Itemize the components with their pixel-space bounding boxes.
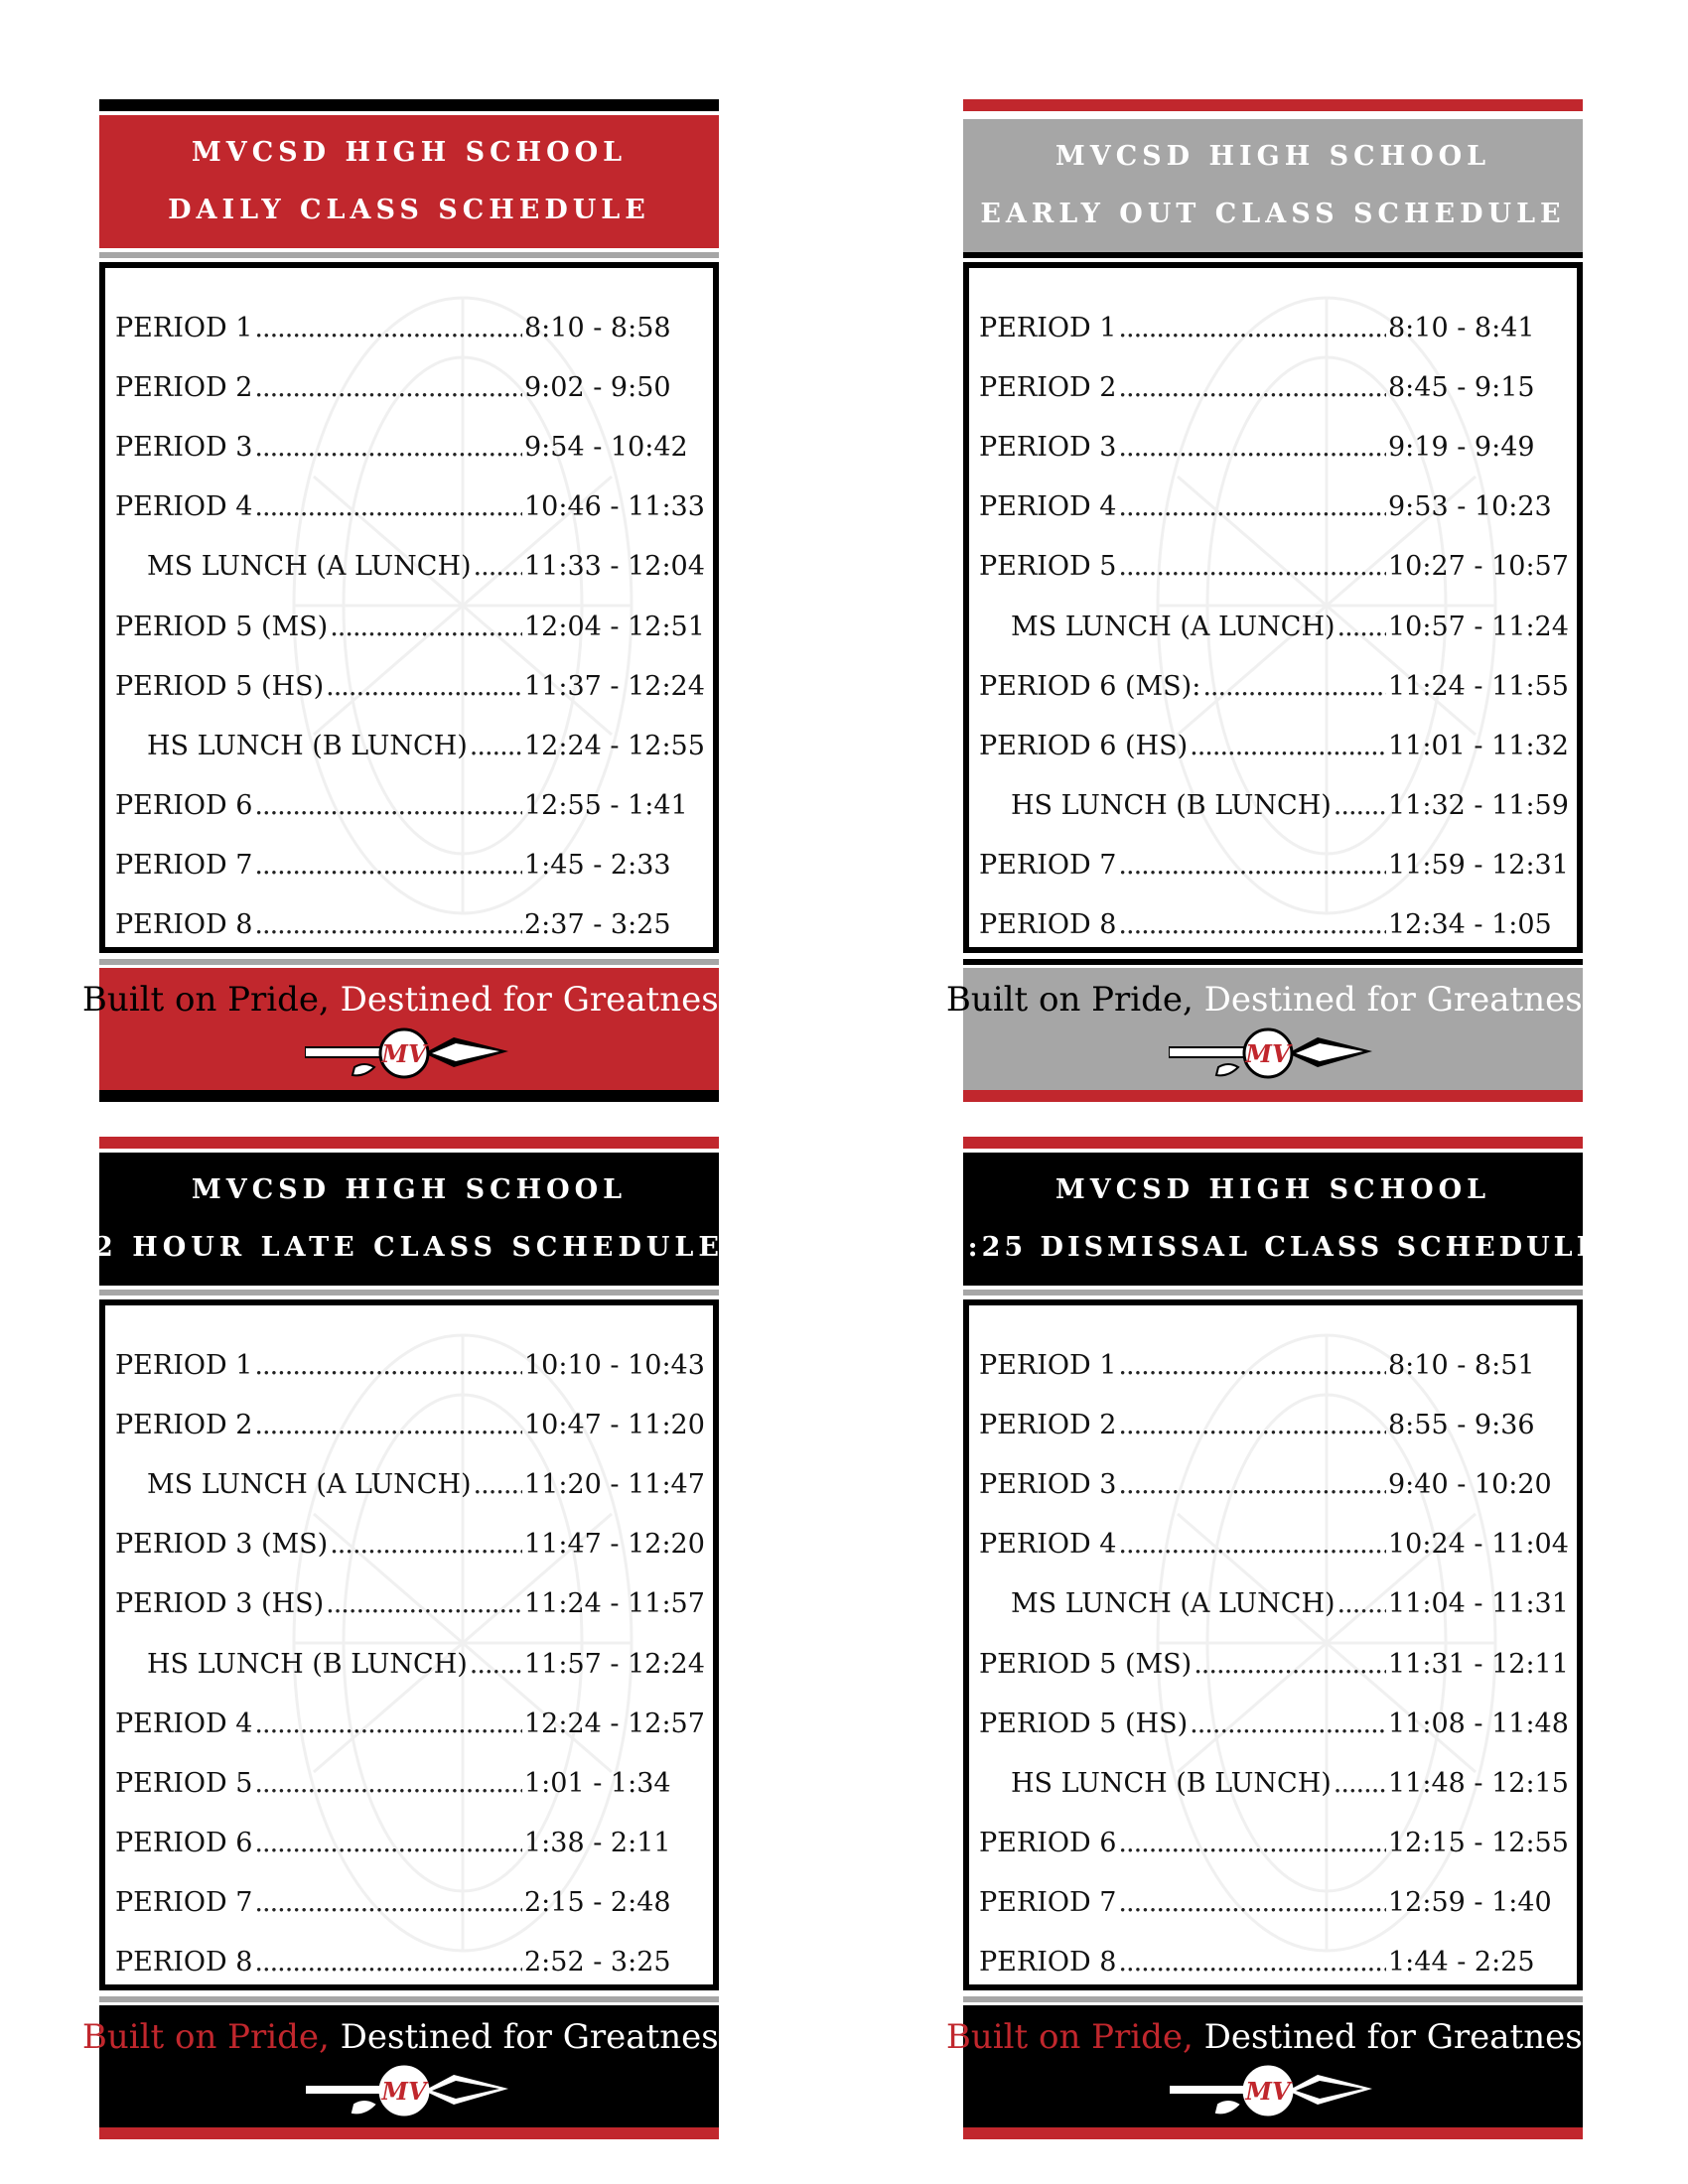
mv-arrowhead-logo bbox=[305, 2061, 513, 2122]
leader-dots bbox=[254, 1768, 522, 1799]
header-divider bbox=[99, 252, 719, 258]
period-time: 12:55 - 1:41 bbox=[524, 790, 688, 822]
period-label: PERIOD 4 bbox=[979, 491, 1117, 523]
logo-monogram: MV bbox=[381, 2077, 427, 2106]
schedule-row bbox=[115, 1574, 703, 1634]
period-time: 12:24 - 12:57 bbox=[524, 1707, 705, 1739]
period-label: PERIOD 3 bbox=[979, 1468, 1117, 1500]
schedule-row bbox=[979, 1753, 1567, 1813]
footer-divider bbox=[963, 1996, 1583, 2002]
school-title: MVCSD HIGH SCHOOL bbox=[1055, 1174, 1491, 1205]
schedule-title: DAILY CLASS SCHEDULE bbox=[168, 195, 650, 225]
schedule-rows bbox=[115, 298, 703, 953]
schedule-body bbox=[963, 1299, 1583, 1990]
period-time: 8:55 - 9:36 bbox=[1388, 1409, 1535, 1440]
leader-dots bbox=[326, 1588, 522, 1619]
period-label: PERIOD 4 bbox=[115, 491, 253, 523]
schedule-title: 2 HOUR LATE CLASS SCHEDULE bbox=[94, 1232, 724, 1263]
leader-dots bbox=[254, 1828, 522, 1858]
schedule-body bbox=[963, 262, 1583, 953]
schedule-row bbox=[979, 1574, 1567, 1634]
leader-dots bbox=[254, 491, 522, 522]
leader-dots bbox=[474, 1469, 522, 1500]
school-title: MVCSD HIGH SCHOOL bbox=[1055, 141, 1491, 172]
schedule-row bbox=[979, 656, 1567, 716]
schedule-row bbox=[979, 1634, 1567, 1694]
leader-dots bbox=[1118, 1469, 1386, 1500]
schedule-card-early-out bbox=[945, 99, 1601, 1102]
leader-dots bbox=[1118, 1350, 1386, 1381]
leader-dots bbox=[330, 612, 522, 642]
mv-arrowhead-logo bbox=[1169, 2061, 1377, 2122]
leader-dots bbox=[1190, 731, 1386, 761]
period-label: PERIOD 6 bbox=[979, 1828, 1117, 1859]
period-label: PERIOD 1 bbox=[115, 1349, 253, 1381]
schedule-row bbox=[979, 895, 1567, 953]
leader-dots bbox=[254, 850, 522, 881]
schedule-rows bbox=[979, 1335, 1567, 1990]
period-label: PERIOD 5 (HS) bbox=[115, 670, 325, 702]
schedule-row bbox=[115, 1454, 703, 1514]
schedule-row bbox=[115, 1634, 703, 1694]
bottom-stripe bbox=[99, 2127, 719, 2139]
schedule-row bbox=[115, 417, 703, 477]
schedule-row bbox=[979, 776, 1567, 836]
bottom-stripe bbox=[963, 1090, 1583, 1102]
leader-dots bbox=[1118, 1529, 1386, 1560]
schedule-row bbox=[115, 1873, 703, 1933]
schedule-row bbox=[115, 478, 703, 537]
schedule-body bbox=[99, 262, 719, 953]
leader-dots bbox=[1118, 1887, 1386, 1918]
period-time: 8:45 - 9:15 bbox=[1388, 371, 1535, 403]
period-label: PERIOD 2 bbox=[979, 1409, 1117, 1440]
period-time: 9:54 - 10:42 bbox=[524, 431, 688, 463]
period-label: PERIOD 1 bbox=[979, 1349, 1117, 1381]
period-label: PERIOD 3 (MS) bbox=[115, 1529, 329, 1561]
schedule-row bbox=[115, 357, 703, 417]
leader-dots bbox=[330, 1529, 522, 1560]
period-time: 11:37 - 12:24 bbox=[524, 670, 705, 702]
bottom-stripe bbox=[99, 1090, 719, 1102]
period-time: 11:31 - 12:11 bbox=[1388, 1648, 1569, 1680]
leader-dots bbox=[326, 671, 522, 702]
period-time: 9:40 - 10:20 bbox=[1388, 1468, 1552, 1500]
lunch-label: MS LUNCH (A LUNCH) bbox=[147, 551, 472, 583]
schedule-row bbox=[979, 1933, 1567, 1990]
period-label: PERIOD 1 bbox=[115, 312, 253, 343]
schedule-title: 2:25 DISMISSAL CLASS SCHEDULE bbox=[944, 1232, 1602, 1263]
period-time: 10:47 - 11:20 bbox=[524, 1409, 705, 1440]
footer-divider bbox=[99, 959, 719, 965]
period-time: 12:59 - 1:40 bbox=[1388, 1887, 1552, 1919]
period-time: 10:24 - 11:04 bbox=[1388, 1529, 1569, 1561]
schedule-row bbox=[115, 1335, 703, 1395]
footer-divider bbox=[99, 1996, 719, 2002]
schedule-row bbox=[979, 298, 1567, 357]
period-time: 11:32 - 11:59 bbox=[1388, 790, 1569, 822]
slogan bbox=[82, 980, 736, 1020]
leader-dots bbox=[474, 551, 522, 582]
card-header bbox=[99, 115, 719, 248]
mv-arrowhead-logo bbox=[305, 1024, 513, 1085]
schedule-rows bbox=[979, 298, 1567, 953]
slogan-part2: Destined for Greatness bbox=[1203, 980, 1601, 1020]
mv-arrowhead-logo bbox=[1169, 1024, 1377, 1085]
leader-dots bbox=[1190, 1708, 1386, 1739]
top-stripe bbox=[963, 1137, 1583, 1149]
period-label: PERIOD 7 bbox=[115, 850, 253, 882]
leader-dots bbox=[1334, 790, 1386, 821]
period-time: 9:02 - 9:50 bbox=[524, 371, 671, 403]
card-footer bbox=[81, 968, 737, 1097]
period-label: PERIOD 7 bbox=[979, 1887, 1117, 1919]
leader-dots bbox=[254, 1410, 522, 1440]
lunch-label: MS LUNCH (A LUNCH) bbox=[1011, 1588, 1336, 1620]
leader-dots bbox=[1118, 909, 1386, 940]
period-label: PERIOD 2 bbox=[115, 371, 253, 403]
period-label: PERIOD 7 bbox=[979, 850, 1117, 882]
lunch-label: HS LUNCH (B LUNCH) bbox=[147, 1648, 468, 1680]
schedule-row bbox=[979, 1335, 1567, 1395]
schedule-row bbox=[115, 895, 703, 953]
leader-dots bbox=[254, 432, 522, 463]
period-time: 10:10 - 10:43 bbox=[524, 1349, 705, 1381]
schedule-row bbox=[979, 1694, 1567, 1753]
period-time: 10:57 - 11:24 bbox=[1388, 611, 1569, 642]
period-label: PERIOD 4 bbox=[115, 1707, 253, 1739]
slogan-part2: Destined for Greatness bbox=[1203, 2017, 1601, 2057]
card-footer bbox=[945, 2005, 1601, 2134]
top-stripe bbox=[99, 1137, 719, 1149]
schedule-row bbox=[115, 836, 703, 895]
top-stripe bbox=[963, 99, 1583, 111]
schedule-row bbox=[979, 836, 1567, 895]
schedule-row bbox=[979, 597, 1567, 656]
schedule-row bbox=[115, 1814, 703, 1873]
period-time: 11:20 - 11:47 bbox=[524, 1468, 705, 1500]
schedule-row bbox=[979, 1814, 1567, 1873]
schedule-title: EARLY OUT CLASS SCHEDULE bbox=[980, 199, 1566, 229]
leader-dots bbox=[1334, 1768, 1386, 1799]
schedule-row bbox=[115, 1694, 703, 1753]
period-time: 11:48 - 12:15 bbox=[1388, 1767, 1569, 1799]
period-time: 11:24 - 11:57 bbox=[524, 1588, 705, 1620]
period-label: PERIOD 5 (MS) bbox=[115, 611, 329, 642]
schedule-row bbox=[979, 478, 1567, 537]
period-label: PERIOD 5 bbox=[115, 1767, 253, 1799]
leader-dots bbox=[254, 313, 522, 343]
period-time: 1:01 - 1:34 bbox=[524, 1767, 671, 1799]
schedule-body bbox=[99, 1299, 719, 1990]
slogan bbox=[82, 2017, 736, 2057]
period-time: 8:10 - 8:51 bbox=[1388, 1349, 1535, 1381]
period-label: PERIOD 1 bbox=[979, 312, 1117, 343]
period-label: PERIOD 3 bbox=[115, 431, 253, 463]
header-divider bbox=[963, 1290, 1583, 1296]
lunch-label: MS LUNCH (A LUNCH) bbox=[1011, 611, 1336, 642]
school-title: MVCSD HIGH SCHOOL bbox=[191, 1174, 628, 1205]
period-time: 11:24 - 11:55 bbox=[1388, 670, 1569, 702]
school-title: MVCSD HIGH SCHOOL bbox=[191, 137, 628, 168]
period-label: PERIOD 2 bbox=[979, 371, 1117, 403]
period-time: 1:45 - 2:33 bbox=[524, 850, 671, 882]
schedule-card-225-dismissal bbox=[944, 1137, 1602, 2139]
period-label: PERIOD 3 bbox=[979, 431, 1117, 463]
period-time: 9:19 - 9:49 bbox=[1388, 431, 1535, 463]
card-header bbox=[94, 1153, 724, 1286]
slogan-part1: Built on Pride, bbox=[945, 980, 1194, 1020]
leader-dots bbox=[254, 1887, 522, 1918]
header-divider bbox=[963, 252, 1583, 258]
leader-dots bbox=[254, 1947, 522, 1978]
leader-dots bbox=[1118, 491, 1386, 522]
leader-dots bbox=[1118, 1828, 1386, 1858]
period-label: PERIOD 6 bbox=[115, 1828, 253, 1859]
schedule-row bbox=[979, 1395, 1567, 1454]
period-time: 8:10 - 8:41 bbox=[1388, 312, 1535, 343]
period-label: PERIOD 5 (HS) bbox=[979, 1707, 1189, 1739]
lunch-label: HS LUNCH (B LUNCH) bbox=[1011, 1767, 1332, 1799]
card-footer bbox=[945, 968, 1601, 1097]
logo-monogram: MV bbox=[1245, 1039, 1291, 1068]
period-time: 11:47 - 12:20 bbox=[524, 1529, 705, 1561]
header-divider bbox=[99, 1290, 719, 1296]
period-time: 11:59 - 12:31 bbox=[1388, 850, 1569, 882]
schedule-row bbox=[115, 597, 703, 656]
leader-dots bbox=[1118, 551, 1386, 582]
schedule-row bbox=[979, 417, 1567, 477]
leader-dots bbox=[254, 909, 522, 940]
logo-monogram: MV bbox=[381, 1039, 427, 1068]
slogan bbox=[946, 2017, 1600, 2057]
period-label: PERIOD 7 bbox=[115, 1887, 253, 1919]
period-time: 1:44 - 2:25 bbox=[1388, 1947, 1535, 1979]
lunch-label: HS LUNCH (B LUNCH) bbox=[147, 730, 468, 761]
period-time: 12:15 - 12:55 bbox=[1388, 1828, 1569, 1859]
leader-dots bbox=[254, 1350, 522, 1381]
period-label: PERIOD 8 bbox=[115, 1947, 253, 1979]
leader-dots bbox=[1118, 1410, 1386, 1440]
leader-dots bbox=[1337, 612, 1386, 642]
period-time: 12:24 - 12:55 bbox=[524, 730, 705, 761]
logo-monogram: MV bbox=[1245, 2077, 1291, 2106]
leader-dots bbox=[1118, 1947, 1386, 1978]
schedule-row bbox=[115, 1395, 703, 1454]
top-stripe bbox=[99, 99, 719, 111]
schedule-row bbox=[115, 537, 703, 597]
footer-divider bbox=[963, 959, 1583, 965]
period-time: 12:04 - 12:51 bbox=[524, 611, 705, 642]
lunch-label: MS LUNCH (A LUNCH) bbox=[147, 1468, 472, 1500]
period-label: PERIOD 8 bbox=[979, 909, 1117, 941]
period-label: PERIOD 5 (MS) bbox=[979, 1648, 1193, 1680]
period-time: 2:52 - 3:25 bbox=[524, 1947, 671, 1979]
schedule-row bbox=[115, 656, 703, 716]
schedule-card-2-hour-late bbox=[81, 1137, 737, 2139]
bottom-stripe bbox=[963, 2127, 1583, 2139]
leader-dots bbox=[1118, 432, 1386, 463]
period-time: 2:37 - 3:25 bbox=[524, 909, 671, 941]
schedule-rows bbox=[115, 1335, 703, 1990]
period-label: PERIOD 6 bbox=[115, 790, 253, 822]
card-footer bbox=[81, 2005, 737, 2134]
leader-dots bbox=[470, 1649, 522, 1680]
period-time: 11:08 - 11:48 bbox=[1388, 1707, 1569, 1739]
schedule-row bbox=[115, 1933, 703, 1990]
schedule-row bbox=[115, 1515, 703, 1574]
leader-dots bbox=[254, 1708, 522, 1739]
slogan-part1: Built on Pride, bbox=[81, 980, 330, 1020]
period-time: 11:01 - 11:32 bbox=[1388, 730, 1569, 761]
period-time: 11:33 - 12:04 bbox=[524, 551, 705, 583]
period-label: PERIOD 3 (HS) bbox=[115, 1588, 325, 1620]
slogan-part2: Destined for Greatness bbox=[340, 2017, 737, 2057]
period-label: PERIOD 6 (HS) bbox=[979, 730, 1189, 761]
period-time: 12:34 - 1:05 bbox=[1388, 909, 1552, 941]
leader-dots bbox=[1118, 313, 1386, 343]
period-time: 10:46 - 11:33 bbox=[524, 491, 705, 523]
schedule-row bbox=[979, 357, 1567, 417]
schedule-row bbox=[979, 1454, 1567, 1514]
leader-dots bbox=[470, 731, 522, 761]
slogan bbox=[946, 980, 1600, 1020]
period-time: 11:57 - 12:24 bbox=[524, 1648, 705, 1680]
slogan-part1: Built on Pride, bbox=[945, 2017, 1194, 2057]
schedule-row bbox=[979, 716, 1567, 775]
leader-dots bbox=[1118, 850, 1386, 881]
period-label: PERIOD 4 bbox=[979, 1529, 1117, 1561]
period-time: 8:10 - 8:58 bbox=[524, 312, 671, 343]
leader-dots bbox=[254, 790, 522, 821]
period-time: 10:27 - 10:57 bbox=[1388, 551, 1569, 583]
period-label: PERIOD 6 (MS): bbox=[979, 670, 1201, 702]
leader-dots bbox=[254, 372, 522, 403]
leader-dots bbox=[1202, 671, 1386, 702]
schedule-row bbox=[979, 1515, 1567, 1574]
period-label: PERIOD 5 bbox=[979, 551, 1117, 583]
period-time: 11:04 - 11:31 bbox=[1388, 1588, 1569, 1620]
lunch-label: HS LUNCH (B LUNCH) bbox=[1011, 790, 1332, 822]
period-time: 2:15 - 2:48 bbox=[524, 1887, 671, 1919]
schedule-row bbox=[979, 1873, 1567, 1933]
card-header bbox=[944, 1153, 1602, 1286]
leader-dots bbox=[1337, 1588, 1386, 1619]
period-time: 1:38 - 2:11 bbox=[524, 1828, 671, 1859]
schedule-row bbox=[979, 537, 1567, 597]
schedule-card-daily bbox=[81, 99, 737, 1102]
period-label: PERIOD 8 bbox=[979, 1947, 1117, 1979]
card-header bbox=[963, 119, 1583, 252]
schedule-row bbox=[115, 716, 703, 775]
period-time: 9:53 - 10:23 bbox=[1388, 491, 1552, 523]
schedule-row bbox=[115, 298, 703, 357]
slogan-part2: Destined for Greatness bbox=[340, 980, 737, 1020]
schedule-row bbox=[115, 1753, 703, 1813]
leader-dots bbox=[1194, 1649, 1386, 1680]
slogan-part1: Built on Pride, bbox=[81, 2017, 330, 2057]
period-label: PERIOD 2 bbox=[115, 1409, 253, 1440]
period-label: PERIOD 8 bbox=[115, 909, 253, 941]
leader-dots bbox=[1118, 372, 1386, 403]
schedule-row bbox=[115, 776, 703, 836]
